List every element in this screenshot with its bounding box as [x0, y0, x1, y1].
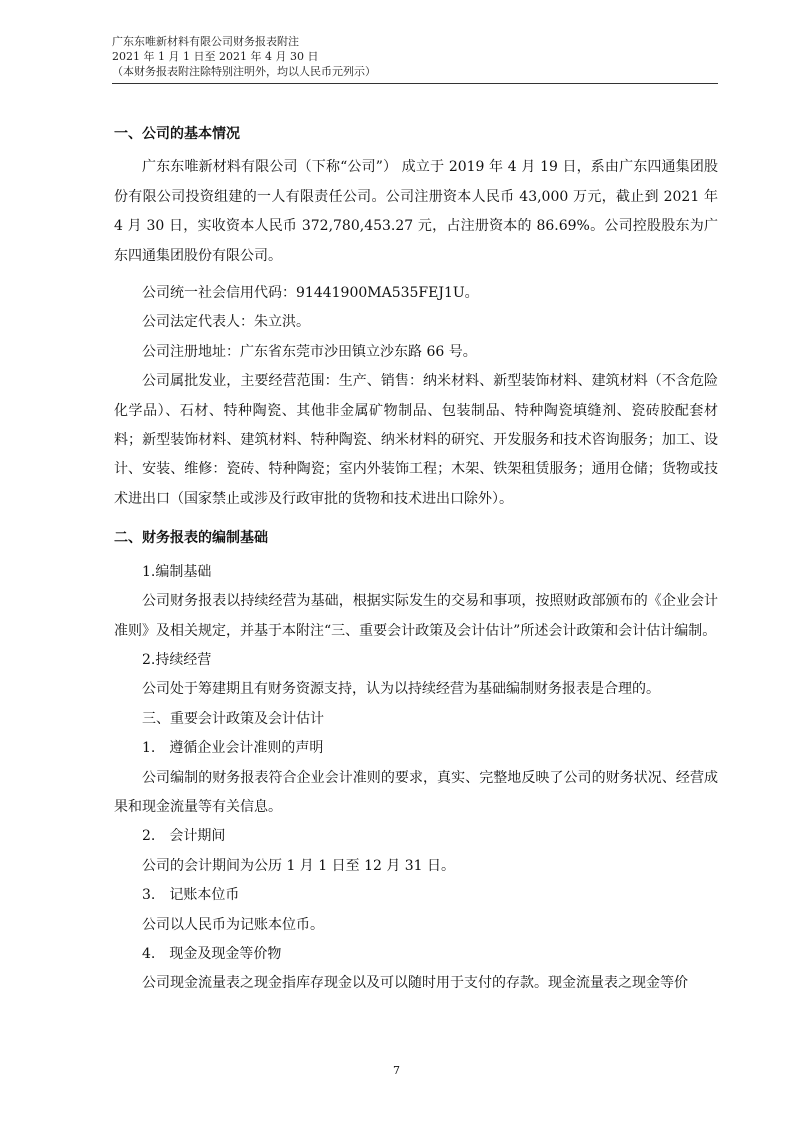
- page-header: [112, 34, 718, 79]
- header-period: 2021 年 1 月 1 日至 2021 年 4 月 30 日: [112, 50, 319, 63]
- document-body: [114, 110, 718, 999]
- legal-representative-line: 公司法定代表人：朱立洪。: [142, 314, 310, 331]
- basis-subtitle: 1.编制基础: [142, 563, 212, 580]
- credit-code-line: 公司统一社会信用代码：91441900MA535FEJ1U。: [142, 285, 479, 302]
- policy-1-text: 公司编制的财务报表符合企业会计准则的要求，真实、完整地反映了公司的财务状况、经营成果和现金流量等有关信息。: [114, 769, 718, 815]
- company-overview-paragraph: 广东东唯新材料有限公司（下称“公司”） 成立于 2019 年 4 月 19 日，系由广东四通集团股份有限公司投资组建的一人有限责任公司。公司注册资本人民币 43,000 万元，截止到 2021 年 4 月 30 日，实收资本人民币 372,780,453.27 元，占注册资本的 86.69%。公司控股股东为广东四通集团股份有限公司。: [114, 159, 718, 264]
- header-currency-note: （本财务报表附注除特别注明外，均以人民币元列示）: [112, 65, 376, 78]
- page-number: 7: [393, 1064, 400, 1077]
- policy-2-title: 2. 会计期间: [142, 828, 226, 845]
- going-concern-subtitle: 2.持续经营: [142, 651, 212, 668]
- header-divider: [112, 83, 718, 84]
- basis-paragraph: 公司财务报表以持续经营为基础，根据实际发生的交易和事项，按照财政部颁布的《企业会计准则》及相关规定，并基于本附注“三、重要会计政策及会计估计”所述会计政策和会计估计编制。: [114, 593, 718, 639]
- header-company-title: 广东东唯新材料有限公司财务报表附注: [112, 35, 299, 48]
- policy-1-title: 1. 遵循企业会计准则的声明: [142, 740, 324, 757]
- going-concern-paragraph: 公司处于筹建期且有财务资源支持，认为以持续经营为基础编制财务报表是合理的。: [142, 681, 660, 698]
- policy-4-text: 公司现金流量表之现金指库存现金以及可以随时用于支付的存款。现金流量表之现金等价: [142, 975, 688, 992]
- policy-3-title: 3. 记账本位币: [142, 887, 240, 904]
- section-title-accounting-policies: 三、重要会计政策及会计估计: [142, 710, 324, 727]
- policy-3-text: 公司以人民币为记账本位币。: [142, 916, 324, 933]
- section-title-preparation-basis: 二、财务报表的编制基础: [114, 530, 268, 547]
- policy-2-text: 公司的会计期间为公历 1 月 1 日至 12 月 31 日。: [142, 857, 456, 874]
- section-title-company-info: 一、公司的基本情况: [114, 126, 240, 142]
- business-scope-paragraph: 公司属批发业，主要经营范围：生产、销售：纳米材料、新型装饰材料、建筑材料（不含危险化学品）、石材、特种陶瓷、其他非金属矿物制品、包装制品、特种陶瓷填缝剂、瓷砖胶配套材料；新型装饰材料、建筑材料、特种陶瓷、纳米材料的研究、开发服务和技术咨询服务；加工、设计、安装、维修：瓷砖、特种陶瓷；室内外装饰工程；木架、铁架租赁服务；通用仓储；货物或技术进出口（国家禁止或涉及行政审批的货物和技术进出口除外）。: [114, 373, 718, 507]
- registered-address-line: 公司注册地址：广东省东莞市沙田镇立沙东路 66 号。: [142, 343, 477, 360]
- policy-4-title: 4. 现金及现金等价物: [142, 945, 282, 962]
